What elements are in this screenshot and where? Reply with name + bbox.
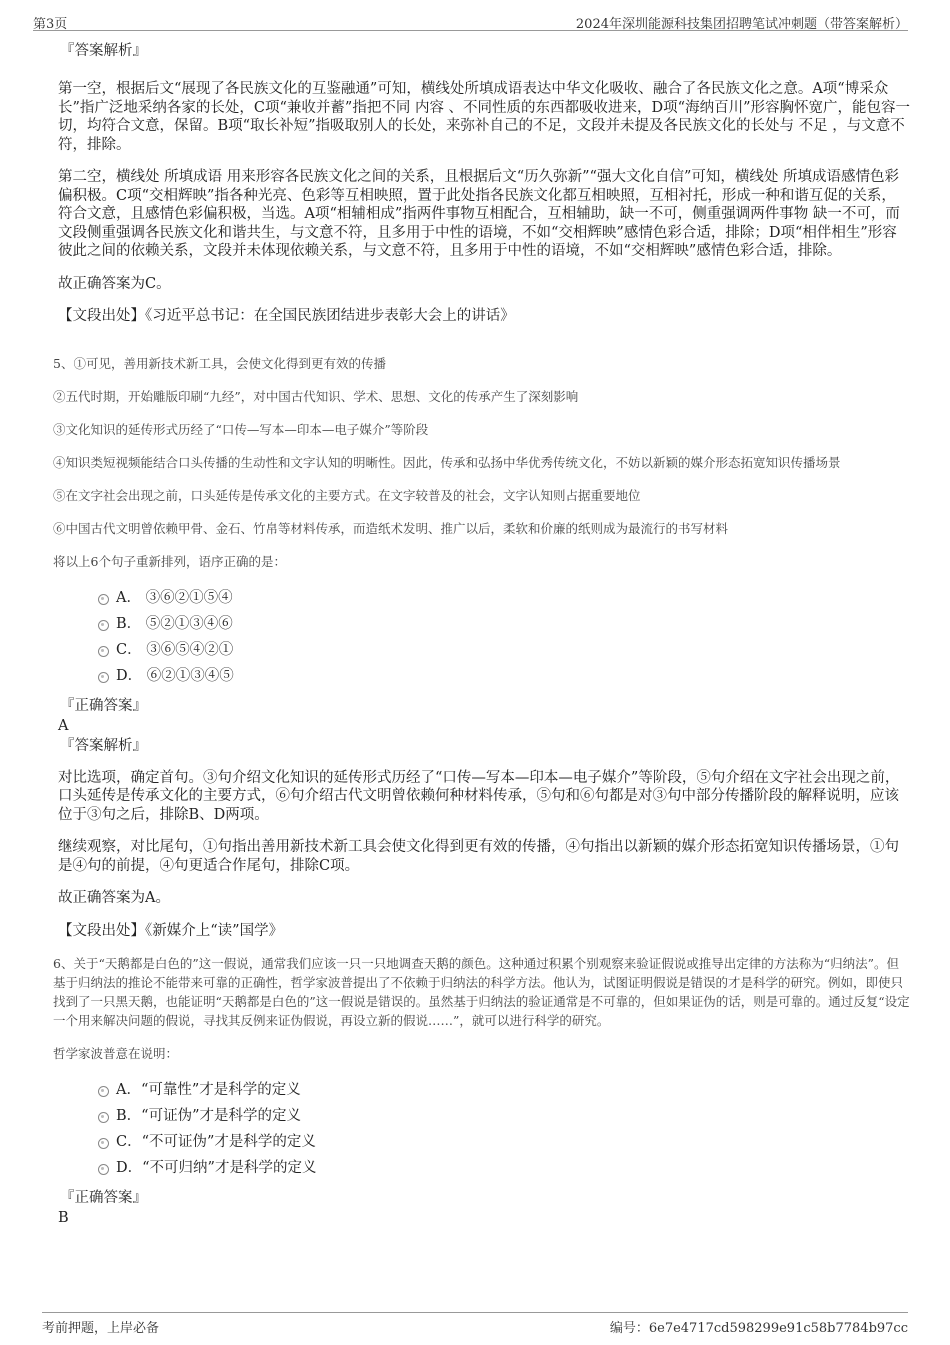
- analysis-paragraph: 第一空，根据后文“展现了各民族文化的互鉴融通”可知，横线处所填成语表达中华文化吸收、融合了各民族文化之意。A项“博采众长”指广泛地采纳各家的长处，C项“兼收并蓄”指把不同 内容 、不同性质的东西都吸收进来，D项“海纳百川”形容胸怀宽广，能包容一切，均符合文意，保留。B项“取长补短”指吸取别人的长处，来弥补自己的不足，文段并未提及各民族文化的长处与 不足 ，与文意不符，排除。: [58, 81, 910, 153]
- correct-answer: A: [58, 717, 69, 734]
- document-title: 2024年深圳能源科技集团招聘笔试冲刺题（带答案解析）: [575, 17, 908, 32]
- option-label: B． ⑤②①③④⑥: [116, 615, 233, 632]
- question-sentence: ⑥中国古代文明曾依赖甲骨、金石、竹帛等材料传承，而造纸术发明、推广以后，柔软和价廉的纸则成为最流行的书写材料: [53, 520, 729, 536]
- option-label: A． ③⑥②①⑤④: [116, 589, 233, 606]
- option-b[interactable]: [98, 611, 910, 637]
- correct-answer-label: 『正确答案』: [60, 697, 147, 714]
- option-d[interactable]: [98, 1155, 910, 1181]
- option-label: C． ③⑥⑤④②①: [116, 641, 234, 658]
- question-sentence: ③文化知识的延传形式历经了“口传—写本—印本—电子媒介”等阶段: [53, 421, 429, 437]
- radio-icon[interactable]: [98, 594, 109, 605]
- question-prompt: 哲学家波普意在说明：: [53, 1046, 179, 1061]
- footer-slogan: 考前押题，上岸必备: [42, 1321, 160, 1336]
- page-footer: [42, 1312, 908, 1335]
- option-label: D．“不可归纳”才是科学的定义: [116, 1160, 317, 1176]
- source-citation: 【文段出处】《习近平总书记：在全国民族团结进步表彰大会上的讲话》: [58, 308, 515, 324]
- answer-statement: 故正确答案为C。: [58, 275, 171, 292]
- page-header: [33, 10, 908, 31]
- option-a[interactable]: [98, 585, 910, 611]
- page-content: [53, 40, 910, 1227]
- option-label: D． ⑥②①③④⑤: [116, 667, 234, 684]
- option-label: C．“不可证伪”才是科学的定义: [116, 1134, 316, 1150]
- option-c[interactable]: [98, 637, 910, 663]
- radio-icon[interactable]: [98, 1138, 109, 1149]
- option-d[interactable]: [98, 663, 910, 689]
- question-sentence: ②五代时期，开始雕版印刷“九经”，对中国古代知识、学术、思想、文化的传承产生了深刻影响: [53, 388, 579, 404]
- analysis-paragraph: 对比选项，确定首句。③句介绍文化知识的延传形式历经了“口传—写本—印本—电子媒介”等阶段，⑤句介绍在文字社会出现之前，口头延传是传承文化的主要方式，⑥句介绍古代文明曾依赖何种材料传承，⑤句和⑥句都是对③句中部分传播阶段的解释说明，应该位于③句之后，排除B、D两项。: [58, 769, 900, 823]
- radio-icon[interactable]: [98, 1164, 109, 1175]
- question-stem: 6、关于“天鹅都是白色的”这一假说，通常我们应该一只一只地调查天鹅的颜色。这种通过积累个别观察来验证假说或推导出定律的方法称为“归纳法”。但基于归纳法的推论不能带来可靠的正确性，哲学家波普提出了不依赖于归纳法的科学方法。他认为，试图证明假说是错误的才是科学的研究。例如，即使只找到了一只黑天鹅，也能证明“天鹅都是白色的”这一假说是错误的。虽然基于归纳法的验证通常是不可靠的，但如果证伪的话，则是可靠的。通过反复“设定一个用来解决问题的假说，寻找其反例来证伪假说，再设立新的假说……”，就可以进行科学的研究。: [53, 956, 910, 1028]
- answer-statement: 故正确答案为A。: [58, 890, 170, 906]
- question-sentence: ④知识类短视频能结合口头传播的生动性和文字认知的明晰性。因此，传承和弘扬中华优秀传统文化，不妨以新颖的媒介形态拓宽知识传播场景: [53, 454, 841, 470]
- source-citation: 【文段出处】《新媒介上“读”国学》: [58, 922, 284, 939]
- radio-icon[interactable]: [98, 620, 109, 631]
- radio-icon[interactable]: [98, 646, 109, 657]
- option-b[interactable]: [98, 1103, 910, 1129]
- analysis-paragraph: 继续观察，对比尾句，①句指出善用新技术新工具会使文化得到更有效的传播，④句指出以新颖的媒介形态拓宽知识传播场景，①句是④句的前提，④句更适合作尾句，排除C项。: [58, 839, 899, 874]
- correct-answer: B: [58, 1210, 69, 1226]
- analysis-label: 『答案解析』: [60, 43, 147, 59]
- option-label: B．“可证伪”才是科学的定义: [116, 1108, 301, 1124]
- analysis-label: 『答案解析』: [60, 737, 147, 754]
- option-a[interactable]: [98, 1077, 910, 1103]
- page-number: 第3页: [33, 17, 68, 32]
- radio-icon[interactable]: [98, 1112, 109, 1123]
- question-stem: 5、①可见，善用新技术新工具，会使文化得到更有效的传播: [53, 355, 386, 371]
- option-c[interactable]: [98, 1129, 910, 1155]
- correct-answer-label: 『正确答案』: [60, 1190, 147, 1206]
- question-prompt: 将以上6个句子重新排列，语序正确的是：: [53, 553, 286, 569]
- radio-icon[interactable]: [98, 672, 109, 683]
- document-id: 编号：6e7e4717cd598299e91c58b7784b97cc: [609, 1321, 908, 1336]
- radio-icon[interactable]: [98, 1086, 109, 1097]
- option-label: A．“可靠性”才是科学的定义: [116, 1082, 301, 1098]
- question-sentence: ⑤在文字社会出现之前，口头延传是传承文化的主要方式。在文字较普及的社会，文字认知则占据重要地位: [53, 487, 641, 503]
- analysis-paragraph: 第二空，横线处 所填成语 用来形容各民族文化之间的关系，且根据后文“历久弥新”“强大文化自信”可知，横线处 所填成语感情色彩偏积极。C项“交相辉映”指各种光亮、色彩等互相映照，置于此处指各民族文化都互相映照，互相衬托，形成一种和谐互促的关系，符合文意，且感情色彩偏积极，当选。A项“相辅相成”指两件事物互相配合，互相辅助，缺一不可，侧重强调两件事物 缺一不可，而文段侧重强调各民族文化和谐共生，与文意不符，且多用于中性的语境，不如“交相辉映”感情色彩合适，排除；D项“相伴相生”形容彼此之间的依赖关系，文段并未体现依赖关系，与文意不符，且多用于中性的语境，不如“交相辉映”感情色彩合适，排除。: [58, 169, 900, 259]
